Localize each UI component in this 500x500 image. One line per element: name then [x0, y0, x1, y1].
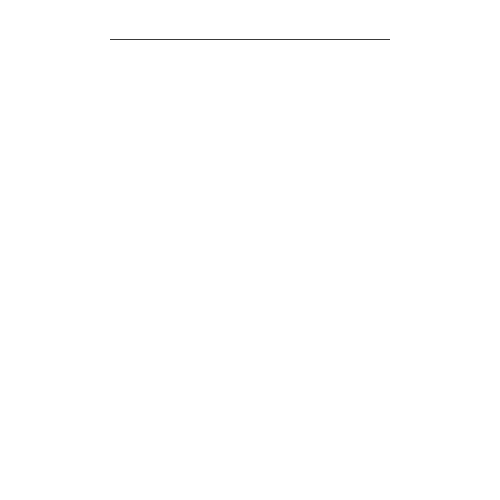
page-header	[110, 19, 390, 40]
